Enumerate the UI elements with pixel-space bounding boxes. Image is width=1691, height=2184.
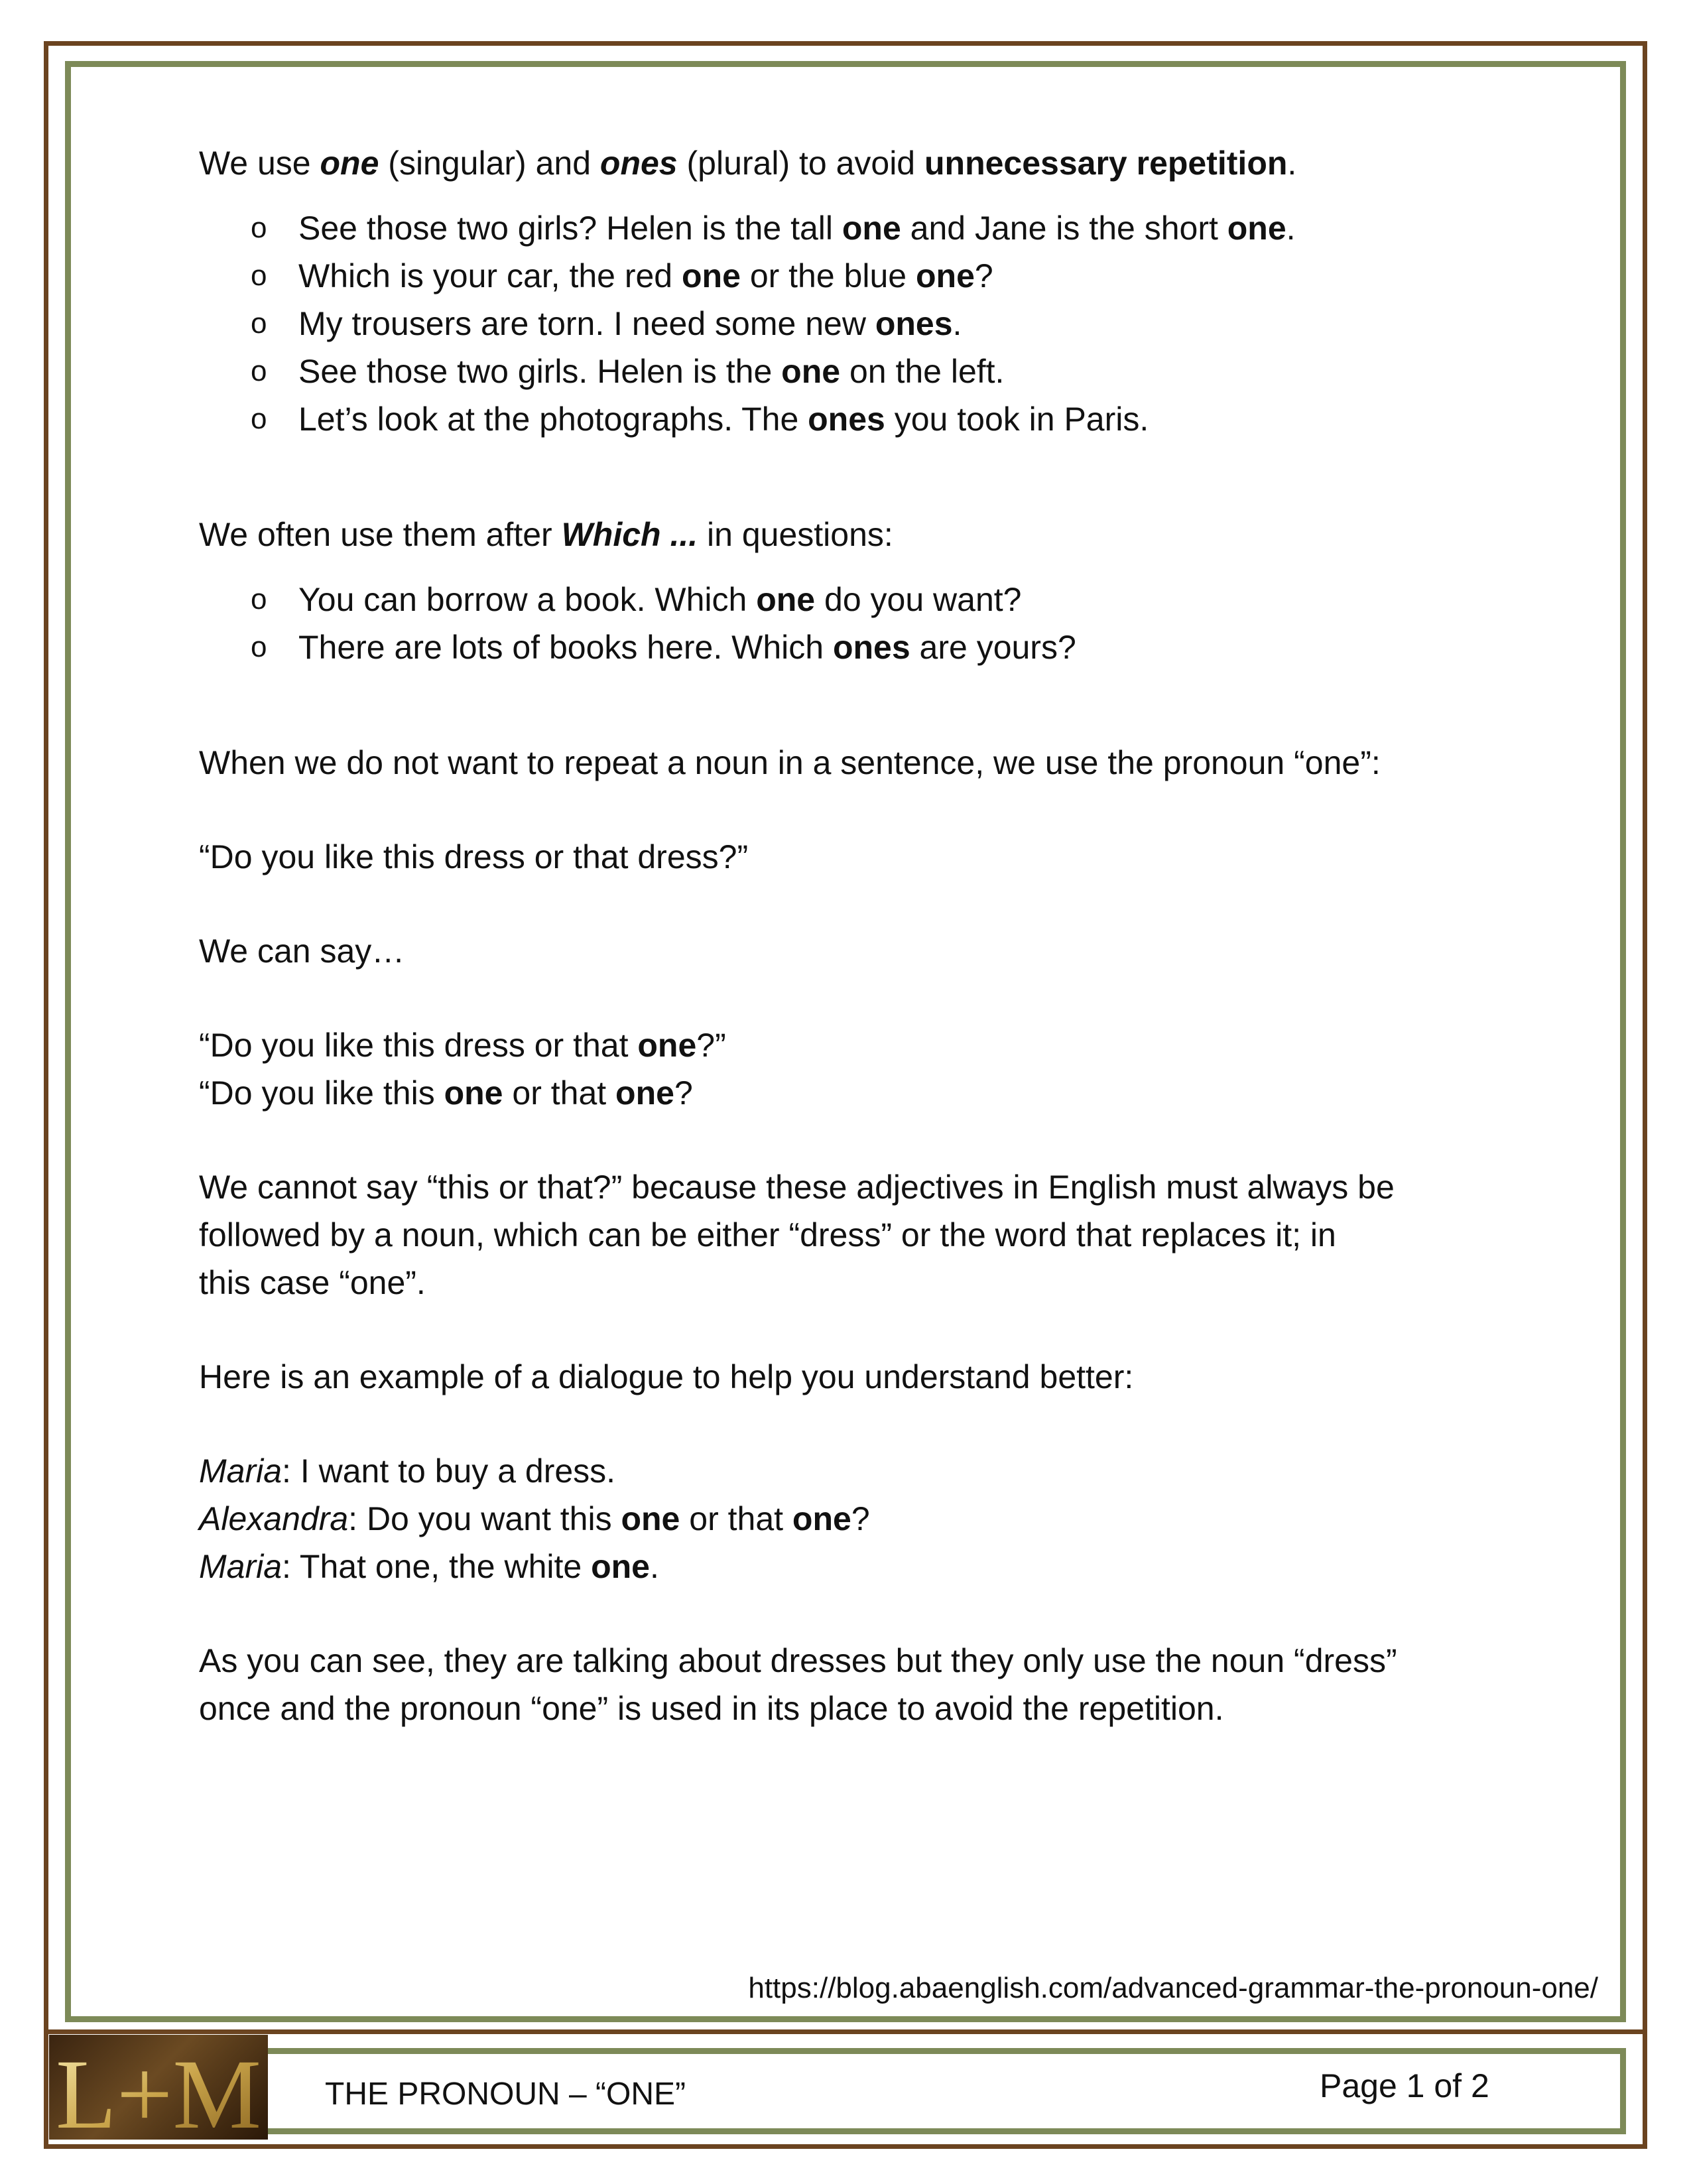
dialogue-line: Maria: I want to buy a dress. [199, 1452, 616, 1490]
dialogue-line: Alexandra: Do you want this one or that one? [199, 1500, 870, 1537]
quote-dress: “Do you like this dress or that dress?” [199, 838, 749, 875]
list-item: o My trousers are torn. I need some new ones. [199, 300, 1499, 348]
list-item: o Let’s look at the photographs. The ones you took in Paris. [199, 395, 1499, 443]
bullet-icon: o [251, 259, 267, 292]
document-body [199, 139, 1499, 1732]
bullet-icon: o [251, 212, 267, 244]
examples-list-2 [199, 576, 1499, 671]
dialogue-intro: Here is an example of a dialogue to help you understand better: [199, 1358, 1134, 1395]
page-number: Page 1 of 2 [1320, 2067, 1489, 2104]
conclusion-line-1: As you can see, they are talking about dresses but they only use the noun “dress” [199, 1642, 1397, 1679]
examples-list-1 [199, 204, 1499, 443]
intro-paragraph: We use one (singular) and ones (plural) to avoid unnecessary repetition. [199, 145, 1297, 182]
conclusion-line-2: once and the pronoun “one” is used in its place to avoid the repetition. [199, 1690, 1224, 1727]
bullet-icon: o [251, 403, 267, 435]
which-paragraph: We often use them after Which ... in questions: [199, 516, 893, 553]
bullet-icon: o [251, 355, 267, 387]
dialogue-line: Maria: That one, the white one. [199, 1548, 659, 1585]
list-item: o See those two girls. Helen is the one on the left. [199, 348, 1499, 395]
logo-text: L+M [56, 2039, 261, 2140]
list-item: o You can borrow a book. Which one do you want? [199, 576, 1499, 623]
quote-that-one: “Do you like this dress or that one?” [199, 1027, 726, 1064]
we-can-say: We can say… [199, 932, 405, 970]
list-item: o Which is your car, the red one or the blue one? [199, 252, 1499, 300]
logo [49, 2035, 268, 2140]
cannot-say-line-2: followed by a noun, which can be either “dress” or the word that replaces it; in [199, 1216, 1336, 1253]
repeat-paragraph: When we do not want to repeat a noun in a sentence, we use the pronoun “one”: [199, 744, 1381, 781]
bullet-icon: o [251, 583, 267, 615]
cannot-say-line-3: this case “one”. [199, 1264, 426, 1301]
source-link[interactable]: https://blog.abaenglish.com/advanced-grammar-the-pronoun-one/ [748, 1972, 1598, 2004]
cannot-say-line-1: We cannot say “this or that?” because these adjectives in English must always be [199, 1169, 1395, 1206]
bullet-icon: o [251, 307, 267, 340]
footer-title: THE PRONOUN – “ONE” [325, 2077, 686, 2112]
footer-divider [44, 2029, 1647, 2034]
quote-this-one: “Do you like this one or that one? [199, 1074, 693, 1112]
bullet-icon: o [251, 631, 267, 663]
list-item: o There are lots of books here. Which ones are yours? [199, 623, 1499, 671]
list-item: o See those two girls? Helen is the tall one and Jane is the short one. [199, 204, 1499, 252]
